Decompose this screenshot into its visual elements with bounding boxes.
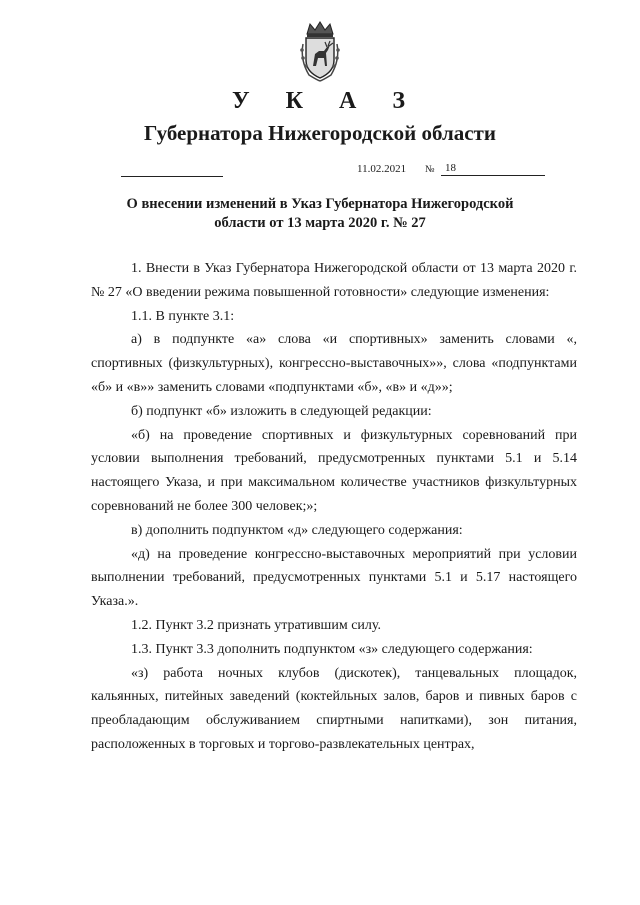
subparagraph-b: б) подпункт «б» изложить в следующей редакции: [131,403,432,419]
subparagraph-b-text: «б) на проведение спортивных и физкультурных соревнований при условии выполнения требований, предусмотренных пунктами 5.1 и 5.14 настоящего Указа, и при максимальном количестве участников физкультурных соревнований не более 300 человек;»; [91,427,577,514]
paragraph-1: 1. Внести в Указ Губернатора Нижегородской области от 13 марта 2020 г. № 27 «О введении режима повышенной готовности» следующие изменения: [91,261,577,300]
subject-line-2: области от 13 марта 2020 г. № 27 [214,215,426,231]
paragraph-1-2: 1.2. Пункт 3.2 признать утратившим силу. [131,617,381,633]
document-subtitle: Губернатора Нижегородской области [144,121,496,145]
document-subject [100,195,540,233]
subparagraph-a: а) в подпункте «а» слова «и спортивных» заменить словами «, спортивных (физкультурных), конгрессно-выставочных»», слова «подпунктами «б» и «в»» заменить словами «подпунктами «б», «в» и «д»»; [91,332,577,395]
document-number: 18 [441,162,545,176]
number-label: № [425,164,435,175]
document-date: 11.02.2021 [357,163,407,175]
subject-line-1: О внесении изменений в Указ Губернатора Нижегородской [126,196,514,212]
subparagraph-z-text: «з) работа ночных клубов (дискотек), танцевальных площадок, кальянных, питейных заведений (коктейльных залов, баров и пивных баров с преобладающим обслуживанием спиртными напитками), зон питания, расположенных в торговых и торгово-развлекательных центрах, [91,665,577,752]
document-body [91,257,577,757]
document-title: У К А З [231,88,420,114]
subparagraph-d-text: «д) на проведение конгрессно-выставочных мероприятий при условии выполнении требований, предусмотренных пунктами 5.1 и 5.17 настоящего Указа.». [91,546,577,610]
paragraph-1-1: 1.1. В пункте 3.1: [131,308,235,324]
paragraph-1-3: 1.3. Пункт 3.3 дополнить подпунктом «з» следующего содержания: [131,641,533,657]
coat-of-arms-icon [297,20,343,82]
signature-line [121,176,223,177]
subparagraph-v: в) дополнить подпунктом «д» следующего содержания: [131,522,463,538]
